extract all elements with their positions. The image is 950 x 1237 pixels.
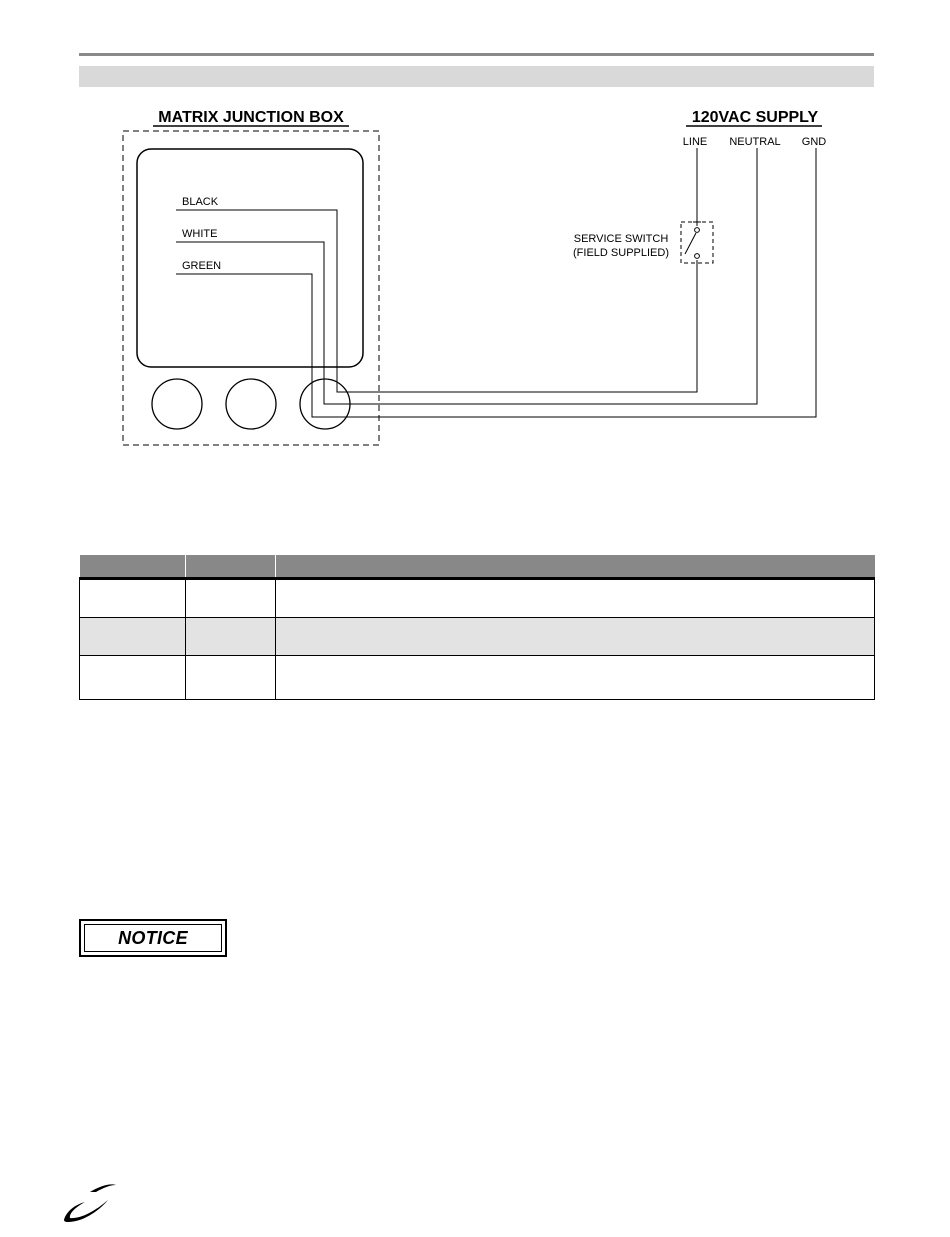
- table-cell: [276, 618, 875, 656]
- table-header-cell: [186, 555, 276, 579]
- switch-label-line1: SERVICE SWITCH: [573, 233, 669, 245]
- table-header-row: [80, 555, 875, 579]
- table-cell: [80, 618, 186, 656]
- junction-box-title: MATRIX JUNCTION BOX: [158, 109, 344, 126]
- terminal-label-gnd: GND: [801, 136, 827, 148]
- table-cell: [80, 656, 186, 700]
- table-cell: [276, 579, 875, 618]
- wire-label-black: BLACK: [182, 196, 219, 208]
- wire-white-to-neutral: [176, 148, 757, 404]
- table-header-cell: [80, 555, 186, 579]
- table-cell: [276, 656, 875, 700]
- swoosh-logo-icon: [60, 1180, 120, 1225]
- supply-title: 120VAC SUPPLY: [691, 109, 819, 126]
- notice-label: NOTICE: [84, 924, 222, 952]
- table-row: [80, 656, 875, 700]
- wiring-table: [79, 555, 875, 700]
- table-row: [80, 579, 875, 618]
- wire-green-to-gnd: [176, 148, 816, 417]
- terminal-label-line: LINE: [682, 136, 708, 148]
- table-cell: [186, 656, 276, 700]
- wiring-diagram: [0, 0, 950, 480]
- wire-label-white: WHITE: [182, 228, 218, 240]
- notice-box: [79, 919, 227, 957]
- wire-label-green: GREEN: [182, 260, 222, 272]
- table-header-cell: [276, 555, 875, 579]
- table-row: [80, 618, 875, 656]
- terminal-label-neutral: NEUTRAL: [729, 136, 781, 148]
- knockout-left: [152, 379, 202, 429]
- table-cell: [80, 579, 186, 618]
- junction-box-outline: [123, 131, 379, 445]
- knockout-middle: [226, 379, 276, 429]
- junction-box-panel: [137, 149, 363, 367]
- table-cell: [186, 579, 276, 618]
- service-switch-icon: [681, 222, 713, 263]
- switch-label-line2: (FIELD SUPPLIED): [573, 247, 669, 259]
- table-cell: [186, 618, 276, 656]
